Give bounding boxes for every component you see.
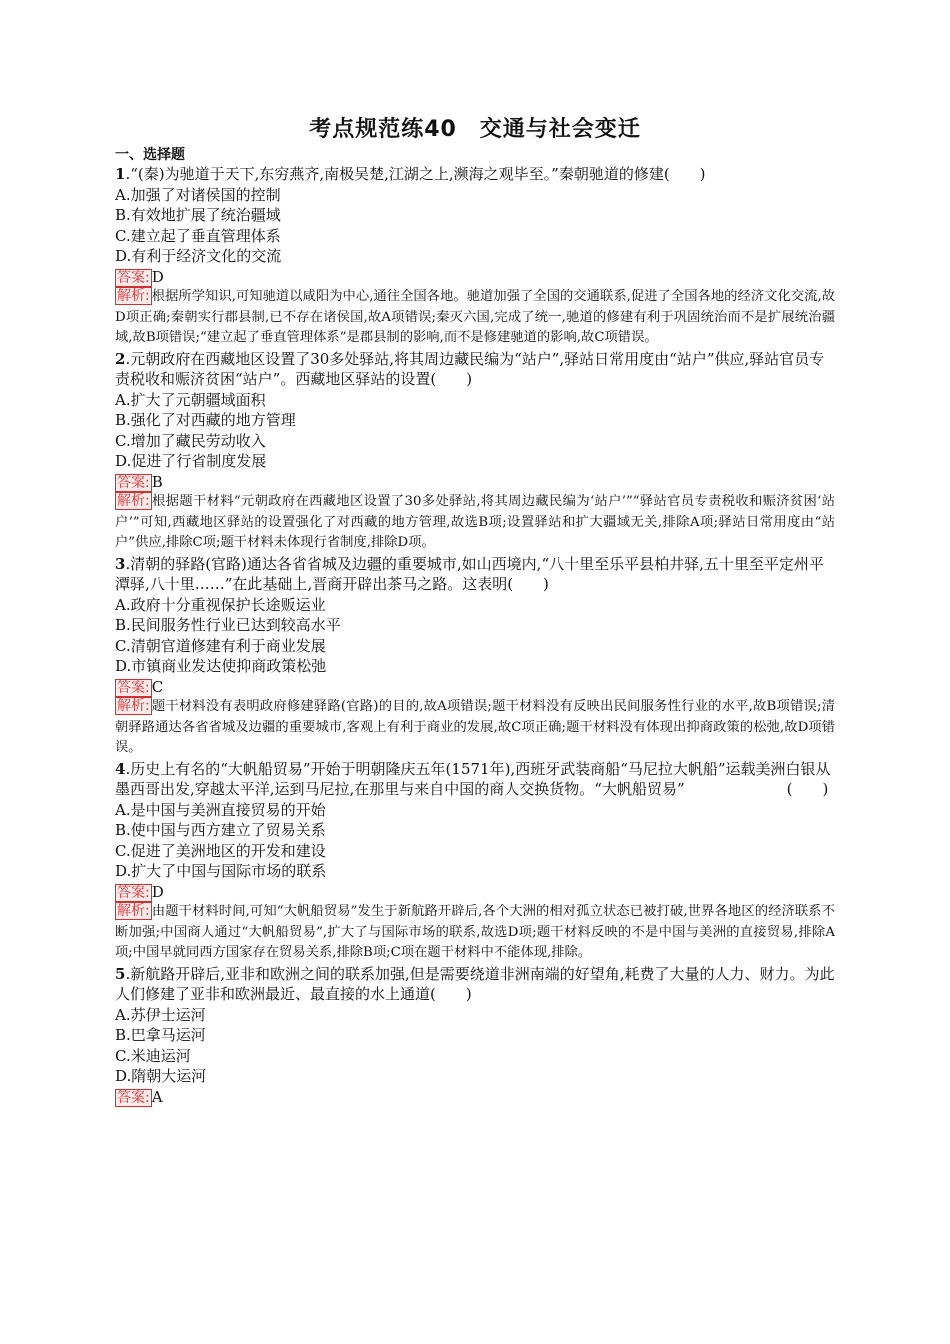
answer-parentheses: ( ) (786, 780, 829, 798)
worksheet-page (115, 112, 835, 1107)
option-d: D.隋朝大运河 (115, 1067, 207, 1085)
option-a: A.苏伊士运河 (115, 1005, 206, 1024)
answer-line (115, 267, 835, 288)
question-2 (115, 349, 835, 554)
explanation-text: 根据所学知识,可知驰道以咸阳为中心,通往全国各地。驰道加强了全国的交通联系,促进了全国各地的经济文化交流,故D项正确;秦朝实行郡县制,已不存在诸侯国,故A项错误;秦灭六国,完成了统一,驰道的修建有利于巩固统治而不是扩展统治疆域,故B项错误;“建立起了垂直管理体系”是郡县制的影响,而不是修建驰道的影响,故C项错误。 (115, 289, 835, 345)
option-d: D.市镇商业发达使抑商政策松弛 (115, 657, 327, 675)
question-stem: .元朝政府在西藏地区设置了30多处驿站,将其周边藏民编为“站户”,驿站日常用度由“站户”供应,驿站官员专责税收和赈济贫困“站户”。西藏地区驿站的设置( ) (115, 349, 825, 388)
option-c: C.米迪运河 (115, 1046, 191, 1065)
option-a: A.扩大了元朝疆域面积 (115, 390, 266, 409)
answer-tag: 答案: (117, 474, 150, 491)
explanation-tag: 解析: (117, 288, 150, 304)
explanation-tag: 解析: (117, 903, 150, 919)
question-3 (115, 554, 835, 759)
question-number: 2 (115, 349, 126, 368)
answer-tag: 答案: (117, 1089, 150, 1106)
option-b: B.强化了对西藏的地方管理 (115, 411, 296, 429)
option-b: B.民间服务性行业已达到较高水平 (115, 616, 341, 634)
question-number: 5 (115, 964, 126, 983)
answer-value: C (151, 677, 164, 696)
answer-tag: 答案: (117, 679, 150, 696)
section-heading: 一、选择题 (115, 147, 185, 163)
question-number: 3 (115, 554, 126, 573)
question-stem: .清朝的驿路(官路)通达各省省城及边疆的重要城市,如山西境内,“八十里至乐平县柏井驿,五十里至平定州平潭驿,八十里……”在此基础上,晋商开辟出茶马之路。这表明( ) (115, 554, 824, 593)
option-a: A.是中国与美洲直接贸易的开始 (115, 800, 326, 819)
answer-tag: 答案: (117, 269, 150, 286)
answer-value: B (151, 472, 163, 491)
explanation (115, 492, 835, 554)
option-b: B.使中国与西方建立了贸易关系 (115, 821, 326, 839)
question-stem: .“(秦)为驰道于天下,东穷燕齐,南极吴楚,江湖之上,濒海之观毕至。”秦朝驰道的修建( ) (125, 165, 706, 183)
answer-tag: 答案: (117, 884, 150, 901)
question-number: 1 (115, 165, 126, 183)
question-stem: .新航路开辟后,亚非和欧洲之间的联系加强,但是需要绕道非洲南端的好望角,耗费了大量的人力、财力。为此人们修建了亚非和欧洲最近、最直接的水上通道( ) (115, 964, 835, 1003)
question-number: 4 (115, 759, 126, 778)
answer-value: A (151, 1087, 163, 1106)
answer-line (115, 472, 835, 493)
option-a: A.政府十分重视保护长途贩运业 (115, 595, 326, 614)
option-b: B.巴拿马运河 (115, 1026, 206, 1044)
explanation-text: 由题干材料时间,可知“大帆船贸易”发生于新航路开辟后,各个大洲的相对孤立状态已被打破,世界各地区的经济联系不断加强;中国商人通过“大帆船贸易”,扩大了与国际市场的联系,故选D项;题干材料反映的不是中国与美洲的直接贸易,排除A项;中国早就同西方国家存在贸易关系,排除B项;C项在题干材料中不能体现,排除。 (115, 904, 835, 960)
explanation (115, 902, 835, 964)
answer-line (115, 677, 835, 698)
explanation-tag: 解析: (117, 493, 150, 509)
answer-line (115, 882, 835, 903)
answer-value: D (151, 267, 164, 286)
option-c: C.促进了美洲地区的开发和建设 (115, 841, 326, 860)
explanation-text: 根据题干材料“元朝政府在西藏地区设置了30多处驿站,将其周边藏民编为‘站户’”“驿站官员专责税收和赈济贫困‘站户’”可知,西藏地区驿站的设置强化了对西藏的地方管理,故选B项;设置驿站和扩大疆域无关,排除A项;驿站日常用度由“站户”供应,排除C项;题干材料未体现行省制度,排除D项。 (115, 494, 835, 550)
answer-line (115, 1087, 835, 1108)
question-stem: .历史上有名的“大帆船贸易”开始于明朝隆庆五年(1571年),西班牙武装商船“马尼拉大帆船”运载美洲白银从墨西哥出发,穿越太平洋,运到马尼拉,在那里与来自中国的商人交换货物。“大帆船贸易” (115, 759, 831, 798)
question-5 (115, 964, 835, 1108)
question-1 (115, 164, 835, 349)
option-d: D.促进了行省制度发展 (115, 452, 267, 470)
explanation (115, 697, 835, 759)
option-c: C.建立起了垂直管理体系 (115, 226, 281, 245)
option-c: C.清朝官道修建有利于商业发展 (115, 636, 326, 655)
explanation (115, 287, 835, 349)
option-c: C.增加了藏民劳动收入 (115, 431, 266, 450)
question-4 (115, 759, 835, 964)
option-a: A.加强了对诸侯国的控制 (115, 185, 281, 204)
page-title: 考点规范练40 交通与社会变迁 (309, 117, 641, 142)
explanation-text: 题干材料没有表明政府修建驿路(官路)的目的,故A项错误;题干材料没有反映出民间服务性行业的水平,故B项错误;清朝驿路通达各省省城及边疆的重要城市,客观上有利于商业的发展,故C项正确;题干材料没有体现出抑商政策的松弛,故D项错误。 (115, 699, 835, 755)
answer-value: D (151, 882, 164, 901)
option-d: D.扩大了中国与国际市场的联系 (115, 862, 327, 880)
option-d: D.有利于经济文化的交流 (115, 247, 282, 265)
option-b: B.有效地扩展了统治疆域 (115, 206, 281, 224)
explanation-tag: 解析: (117, 698, 150, 714)
